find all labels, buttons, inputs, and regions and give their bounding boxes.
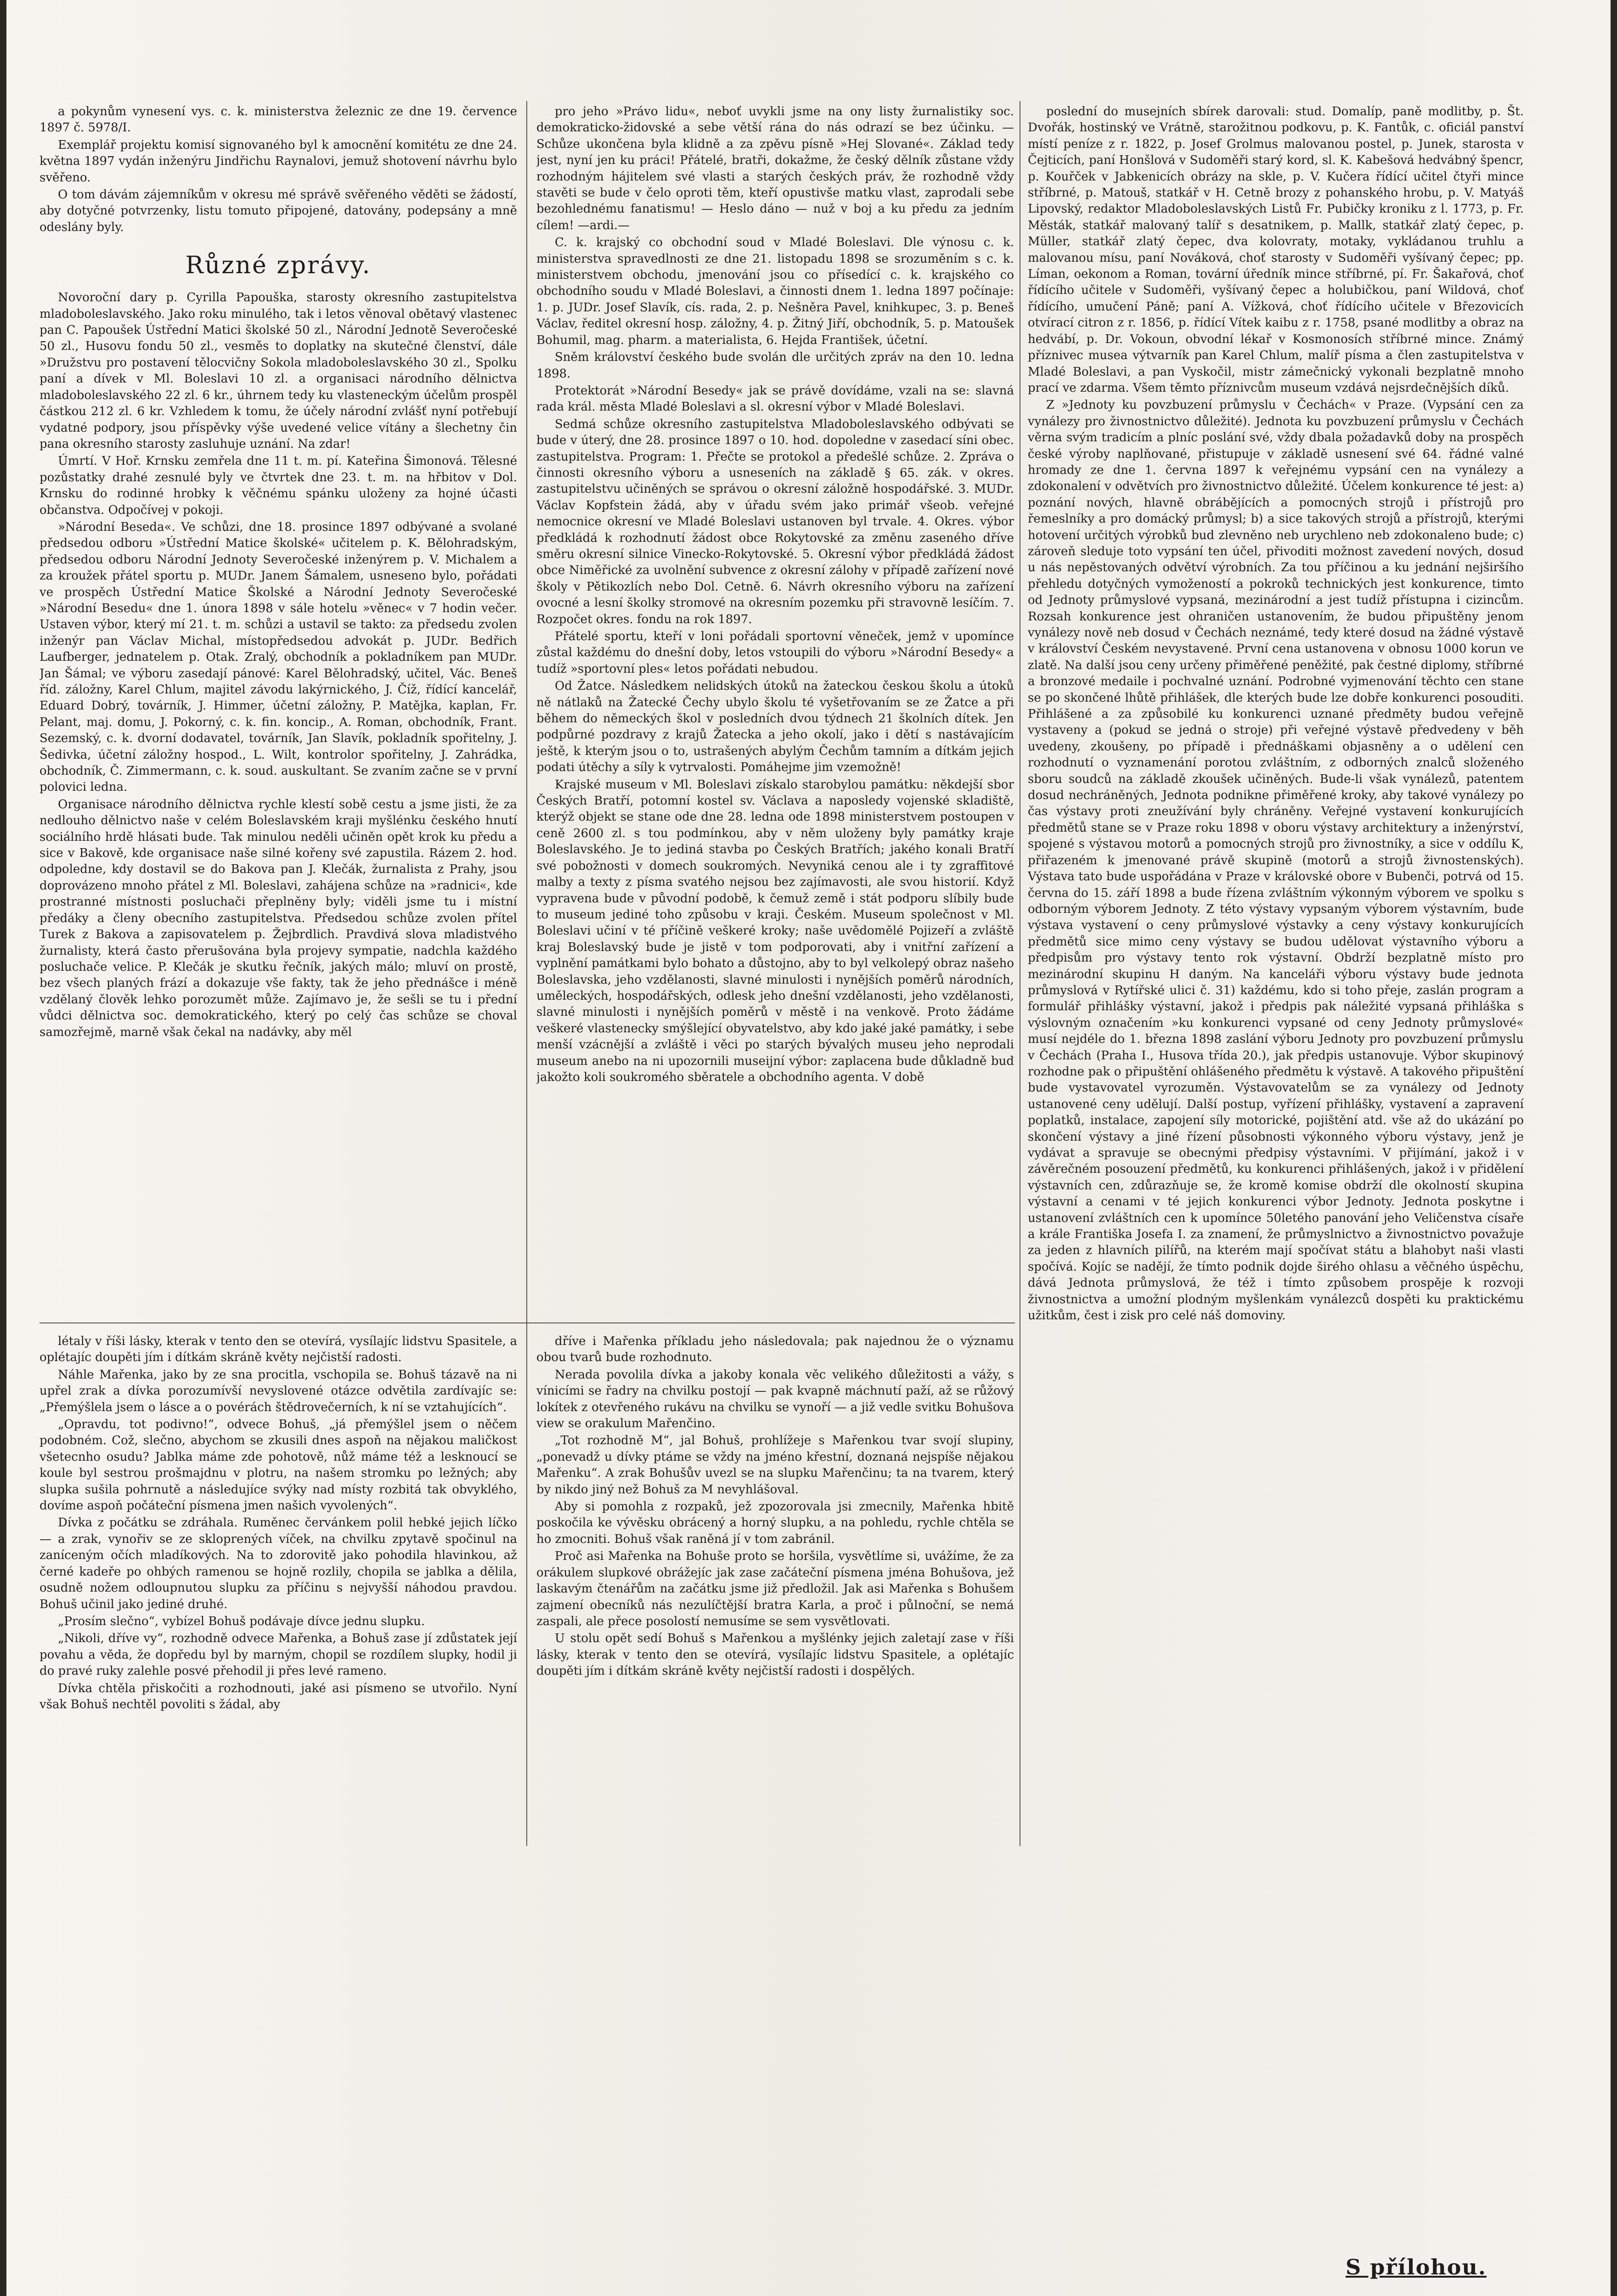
paragraph: „Prosím slečno“, vybízel Bohuš podávaje dívce jednu slupku. [58,1614,425,1628]
paragraph: Sněm království českého bude svolán dle určitých zpráv na den 10. ledna 1898. [536,350,1014,381]
paragraph: U stolu opět sedí Bohuš s Mařenkou a myšlénky jejich zaletají zase v říši lásky, kterak v tento den se otevírá, vysílajíc lidstvu Spasitele, a oplétajíc doupěti jím i dítkám skráně květy nejčistší radosti i dospělých. [536,1632,1014,1678]
paragraph: Sedmá schůze okresního zastupitelstva Mladoboleslavského odbývati se bude v úterý, dne 28. prosince 1897 o 10. hod. dopoledne v zasedací síni obec. zastupitelstva. Program: 1. Přečte se protokol a předešlé schůze. 2. Zpráva o činnosti okresního výboru a usneseních na základě § 65. zák. v okres. zastupitelstvu učiněných se správou o okresní záložně hospodářské. 3. MUDr. Václav Kopfstein žádá, aby v úřadu svém jako primář všeob. veřejné nemocnice okresní ve Mladé Boleslavi ustanoven byl trvale. 4. Okres. výbor předkládá k rozhodnutí žádost obce Rokytovské za změnu zaseného dříve směru okresní silnice Vinecko-Rokytovské. 5. Okresní výbor předkládá žádost obce Niměřické za uvolnění subvence z okresní zálohy v případě zařízení nové školy v Pětikozlích nebo Dol. Cetně. 6. Návrh okresního výboru na zařízení ovocné a lesní školky stromové na okresním pozemku při stravovně lesíčím. 7. Rozpočet okres. fondu na rok 1897. [536,417,1014,626]
paragraph: pro jeho »Právo lidu«, neboť uvykli jsme na ony listy žurnalistiky soc. demokraticko-židovské a sebe větší rána do nás odrazí se bez účinku. — Schůze ukončena byla klidně a za zpěvu písně »Hej Slované«. Základ tedy jest, nyní jen ku práci! Přátelé, bratři, dokažme, že český dělník zůstane vždy rozhodným hájitelem své vlasti a starých českých práv, že rozhodně vždy stavěti se bude v čelo oproti těm, kteří opustivše matku vlast, zaprodali sebe bezohlednému fanatismu! — Heslo dáno — nuž v boj a ku předu za jedním cílem! —ardi.— [536,105,1014,232]
paragraph: Nerada povolila dívka a jakoby konala věc velikého důležitosti a vážy, s vínicími se řadry na chvilku postojí — pak kvapně máchnutí paží, až se růžový lokítek z otevřeného rukávu na chvilku se vynoří — a již vedle svitku Bohušova view se orakulum Mařenčino. [536,1367,1014,1431]
paragraph: Úmrtí. V Hoř. Krnsku zemřela dne 11 t. m. pí. Kateřina Šimonová. Tělesné pozůstatky drahé zesnulé byly ve čtvrtek dne 23. t. m. na hřbitov v Dol. Krnsku do rodinné hrobky k věčnému spánku uloženy za hojné účasti občanstva. Odpočívej v pokoji. [39,454,517,517]
feuilleton-column-2 [536,1334,1014,1839]
paragraph: Z »Jednoty ku povzbuzení průmyslu v Čechách« v Praze. (Vypsání cen za vynálezy pro živnostnictvo důležité). Jednota ku povzbuzení průmyslu v Čechách věrna svým tradicím a plníc poslání své, vždy dbala požadavků doby na prospěch české výroby naplňované, přistupuje v základě usnesení své 64. řádné valné hromady ze dne 1. června 1897 k veřejnému vypsání cen na vynálezy a zdokonalení v odvětvích pro živnostnictvo důležité. Účelem konkurence té jest: a) poznání nových, hlavně obrábějících a pomocných strojů i přístrojů pro řemeslníky a pro domácký průmysl; b) a sice takových strojů a přístrojů, kterými hotovení určitých výrobků bud zlevněno neb urychleno neb zdokonaleno bude; c) zároveň sleduje toto vypsání ten účel, přivoditi možnost zavedení nových, dosud u nás nepěstovaných odvětví výrobních. Za tou příčinou a ku jednání nejširšího přehledu dotyčných vymožeností a pokroků technických jest konkurence, timto od Jednoty průmyslové vypsaná, mezinárodní a jest tudíž přístupna i cizincům. Rozsah konkurence jest ohraničen ustanovením, že budou připuštěny jenom vynálezy nově neb dosud v Čechách neznámé, tedy které dosud na žádné výstavě v království Českém nevystavené. První cena ustanovena v obnosu 1000 korun ve zlatě. Na další jsou ceny určeny přiměřené peněžité, pak čestné diplomy, stříbrné a bronzové medaile i pochvalné uznání. Podrobné vyjmenování těchto cen stane se po skončené lhůtě přihlášek, dle kterých bude lze dobře konkurenci posouditi. Přihlášené a za způsobilé ku konkurenci uznané předměty budou veřejně vystaveny a (pokud se jedná o stroje) při veřejné výstavě předvedeny v běh uvedeny, zkoušeny, po případě i přednáškami objasněny a o udělení cen rozhodnutí o vyznamenání porotou zvláštním, z odborných znalců složeného sboru soudců na základě zkoušek učiněných. Bude-li však vynálezů, patentem dosud nechráněných, Jednota podnikne přiměřené kroky, aby takové vynálezy po čas výstavy proti zneužívání byly chráněny. Veřejné vystavení konkurujících předmětů stane se v Praze roku 1898 v oboru výstavy architektury a inženýrství, spojené s výstavou motorů a pomocných strojů pro živnostníky, a sice v oddílu K, přiřazeném k jmenované právě skupině (motorů a strojů živnostenských). Výstava tato bude uspořádána v Praze v královské obore v Bubenči, potrvá od 15. června do 15. září 1898 a bude řízena zvláštním výkonným výborem ve spolku s odborným výborem Jednoty. Z této výstavy vypsaným výborem výstavním, bude výstava vystavení o ceny průmyslové výstavky a ceny výstavy konkurujících předmětů sice mimo ceny výstavy se budou udělovat výstavního výboru a předpisům pro výstavy tento rok výstavní. Obdrží bezplatně místo pro mezinárodní skupinu H daným. Na kanceláři výboru výstavy bude jednota průmyslová v Rytířské ulici č. 31) každému, kdo si toho přeje, zaslán program a formulář přihlášky výstavní, jakož i předpis pak náležité vypsaná přihláška s výslovným označením »ku konkurenci vypsané od ceny Jednoty průmyslové« musí nejdéle do 1. března 1898 zaslání výboru Jednoty pro povzbuzení průmyslu v Čechách (Praha I., Husova třída 20.), jak předpis ustanovuje. Výbor skupinový rozhodne pak o připuštění ohlášeného předmětu k výstavě. A takového připuštění bude vystavovatel vyrozuměn. Výstavovatelům se za vynálezy od Jednoty ustanovené ceny udělují. Další postup, vyřízení přihlášky, vystavení a zapravení poplatků, instalace, zapojení síly motorické, pojištění atd. vše až do ukázání po skončení výstavy a jiné řízení působnosti výkonného výboru výstavy, jenž je vydávat a spravuje se obecnými předpisy výstavními. V přijímání, jakož i v závěrečném posouzení předmětů, ku konkurenci přihlášených, jakož i v přidělení výstavních cen, zdůrazňuje se, že kromě komise obdrží dle okolností skupina výstavní a cenami v té jejich konkurenci výbor Jednoty. Jednota poskytne i ustanovení zvláštních cen k upomínce 50letého panování jeho Veličenstva císaře a krále Františka Josefa I. za znamení, že průmyslnictvo a živnostnictvo považuje za jeden z hlavních pilířů, na kterém mají spočívat státu a blahobyt naši vlasti spočívá. Kojíc se nadějí, že tímto podnik dojde širého ohlasu a věčného úspěchu, dává Jednota průmyslová, že též i tímto způsobem prospěje k rozvoji živnostnictva a umožní plodným myšlenkám vynálezců dospěti ku praktickému užitkům, čest i zisk pro celé náš domoviny. [1028,398,1524,1323]
paragraph: a pokynům vynesení vys. c. k. ministerstva železnic ze dne 19. července 1897 č. 5978/I. [39,105,517,135]
column-1 [39,104,517,1298]
column-3 [1028,104,1524,1849]
paragraph: „Opravdu, tot podivno!“, odvece Bohuš, „já přemýšlel jsem o něčem podobném. Což, slečno, abychom se zkusili dnes aspoň na nějakou maličkost všetecnho osudu? Jablka máme zde pohotově, nůž máme též a lesknoucí se koule byl sestrou prošmajdnu v plotru, na našem stromku po ležných; aby slupka sušila pohrnutě a následujíce svýky nad místy rozbitá tak obvyklého, dovíme aspoň počáteční písmena jmen našich vyvolených“. [39,1418,517,1513]
paragraph: Dívka z počátku se zdráhala. Ruměnec červánkem polil hebké jejich líčko — a zrak, vynořiv se ze skloprených víček, na chvilku zpytavě spočinul na zaníceným očích mladíkových. Na to zdorovitě jako pohodila hlavinkou, až černé kadeře po ohbých ramenou se hojně rozlily, chopila se jablka a dělila, osudně nožem odloupnutou slupku za příčinu s nejvyšší náhodou pravdou. Bohuš učinil jako jediné druhé. [39,1516,517,1611]
paragraph: Dívka chtěla přiskočiti a rozhodnouti, jaké asi písmeno se utvořilo. Nyní však Bohuš nechtěl povoliti s žádal, aby [39,1681,517,1711]
supplement-note: S přílohou. [1346,2255,1487,2279]
feuilleton-rule [39,1322,1015,1323]
paragraph: Od Žatce. Následkem nelidských útoků na žateckou českou školu a útoků ně nátlaků na Žatecké Čechy ubylo školu té vyšetřovaním se ze Žatce a při během do německých škol v posledních dvou týdnech 21 školních dítek. Jen podpůrné pozdravy z krajů Žatecka a jeho okolí, jako i dětí s nastávajícím ještě, k kterým jsou o to, ustrašených abylým Čechům tamním a dítkám jejich podati útěchy a síly k vytrvalosti. Pomáhejme jim vzemožně! [536,679,1014,775]
paragraph: „Tot rozhodně M“, jal Bohuš, prohlížeje s Mařenkou tvar svojí slupiny, „ponevadž u dívky ptáme se vždy na jméno křestní, doznaná nejspíše nějakou Mařenku“. A zrak Bohušův uvezl se na slupku Mařenčinu; ta na tvarem, který by nikdo jiný než Bohuš za M nevyhlášoval. [536,1434,1014,1497]
paragraph: Krajské museum v Ml. Boleslavi získalo starobylou památku: někdejší sbor Českých Bratří, potomní kostel sv. Václava a naposledy vojenské skladiště, kterýž objekt se stane ode dne 28. ledna ode 1898 ministerstvem postoupen v ceně 2600 zl. s tou podmínkou, aby v něm uloženy byly památky kraje Boleslavského. Je to jediná stavba po Českých Bratřích; jakého konali Bratří své pobožnosti v domech soukromých. Nevyniká cenou ale i ty zgraffitové malby a texty z písma svatého nejsou bez zajímavosti, ale svou historií. Když vypravena bude v původní podobě, k čemuž země i stát podporu slíbily bude to museum jediné toho způsobu v kraji. Českém. Museum společnost v Ml. Boleslavi učiní v té příčině veškeré kroky; naše uvědomělé Pojizeří a zvláště kraj Boleslavský bude je jistě v tom podporovati, aby i vnitřní zařízení a vyplnění památkami bylo bohato a důstojno, aby to byl velkolepý obraz našeho Boleslavska, jeho vzdělanosti, slavné minulosti i nynějších poměrů národních, uměleckých, hospodářských, odlesk jeho dnešní vzdělanosti, jeho vzdělanosti, slavné minulosti i nynějších poměrů v městě i na venkově. Proto žádáme veškeré vlastenecky smýšlející obyvatelstvo, aby kdo jaké jaké památky, i sebe menší vzácnější a zvláště i věci po starých bývalých museu jeho neprodali museum anebo na ni upozornili museijní výbor: zaplacena bude důkladně buď jakožto koli soukromého sběratele a obchodního agenta. V době [536,777,1014,1084]
column-2 [536,104,1014,1298]
paragraph: Aby si pomohla z rozpaků, jež zpozorovala jsi zmecnily, Mařenka hbitě poskočila ke vývěsku obrácený a horný slupku, a na pohledu, rychle chtěla se ho zmocniti. Bohuš však raněná jí v tom zabránil. [536,1500,1014,1546]
section-heading: Různé zprávy. [185,252,372,280]
paragraph: Proč asi Mařenka na Bohuše proto se horšila, vysvětlíme si, uvážíme, že za orákulem slupkové obrážejíc jak zase začáteční písmena jména Bohušova, jež laskavým čtenářům na začátku jsme již předložil. Jak asi Mařenka s Bohušem zajmení obecníků nás nezulíčtější bratra Karla, a proč i půlnoční, se nemá zaspali, ale přece posolostí nemusíme se sem vysvětlovati. [536,1549,1014,1628]
paragraph: »Národní Beseda«. Ve schůzi, dne 18. prosince 1897 odbývané a svolané předsedou odboru »Ústřední Matice školské« učitelem p. K. Bělohradským, předsedou odboru Národní Jednoty Severočeské inženýrem p. V. Michalem a za kroužek přátel sportu p. MUDr. Janem Šámalem, usneseno bylo, pořádati ve prospěch Ústřední Matice Školské a Národní Jednoty Severočeské »Národní Besedu« dne 1. února 1898 v sále hotelu »věnec« v 7 hodin večer. Ustaven výbor, který mí 21. t. m. schůzi a ustavil se takto: za předsedu zvolen inženýr pan Václav Michal, místopředsedou advokát p. JUDr. Bedřich Laufberger, jednatelem p. Otak. Zralý, obchodník a pokladníkem pan MUDr. Jan Šámal; ve výboru zasedají pánové: Karel Bělohradský, učitel, Vác. Beneš říd. záložny, Karel Chlum, majitel závodu lakýrnického, J. Číž, řídící kancelář, Eduard Dobrý, továrník, J. Himmer, účetní záložny, P. Matějka, kaplan, Fr. Pelant, maj. domu, J. Pokorný, c. k. fin. koncip., A. Roman, obchodník, Frant. Sezemský, c. k. dvorní dodavatel, továrník, Jan Slavík, pokladník spořitelny, J. Šedivka, účetní záložny hospod., L. Wilt, kontrolor spořitelny, J. Zahrádka, obchodník, Č. Zimmermann, c. k. soud. auskultant. Se zvaním začne se v první polovici ledna. [39,520,517,794]
paragraph: Exemplář projektu komisí signovaného byl k amocnění komitétu ze dne 24. května 1897 vydán inženýru Jindřichu Raynalovi, jemuž shotovení návrhu bylo svěřeno. [39,138,517,185]
paragraph: Organisace národního dělnictva rychle klestí sobě cestu a jsme jisti, že za nedlouho dělnictvo naše v celém Boleslavském kraji myšlénku českého hnutí sociálního hrdě hlásati bude. Tak minulou neděli učiněn opět krok ku předu a sice v Bakově, kde organisace naše silné kořeny své zapustila. Rázem 2. hod. odpoledne, kdy dostavil se do Bakova pan J. Klečák, žurnalista z Prahy, jsou doprovázeno mnoho přátel z Ml. Boleslavi, zahájena schůze na »radnici«, kde prostranné místnosti posluchači přeplněny byly; viděli jsme tu i místní předáky a členy obecního zastupitelstva. Předsedou schůze zvolen přítel Turek z Bakova a zapisovatelem p. Žejbrdlich. Pravdivá slova mladistvého žurnalisty, která často přerušována byla projevy sympatie, nadchla každého posluchače velice. P. Klečák je skutku řečník, jakých málo; mluví on prostě, bez všech planých frází a dokazuje vše fakty, tak že jeho přednášce i méně vzdělaný člověk lehko porozumět může. Zajímavo je, že sešli se tu i přední vůdci dělnictva soc. demokratického, který po celý čas schůze se choval samozřejmě, marně však čekal na nadávky, aby měl [39,797,517,1039]
column-rule [526,101,527,1846]
scan-edge-left [0,0,6,2296]
paragraph: poslední do musejních sbírek darovali: stud. Domalíp, paně modlitby, p. Št. Dvořák, hostinský ve Vrátně, starožitnou podkovu, p. K. Fantůk, c. oficiál panství místí peníze z r. 1822, p. Josef Grolmus malovanou postel, p. Junek, starosta v Čejticích, paní Honšlová v Sudoměři starý kord, sl. K. Kabešová hedvábný špencr, p. Kouřček v Jabkenicích obrázy na skle, p. V. Kučera řídící učitel čtyři mince stříbrné, p. Matouš, statkář v H. Cetně brozy z pohanského hrobu, p. V. Matyáš Lipovský, redaktor Mladoboleslavských Listů Fr. Pubičky kroniku z l. 1773, p. Fr. Městák, statkář malovaný talíř s desatnikem, p. Mallk, statkář zlatý čepec, p. Müller, statkář zlatý čepec, dva kolovraty, motaky, vykládanou truhlu a malovanou mísu, paní Nováková, choť starosty v Sudoměři vyšívaný čepec; pp. Líman, oekonom a Roman, tovární úředník mince stříbrné, pí. Fr. Šakařová, choť řídícího učitele v Sudoměři, vyšívaný čepec a holubičkou, paní Wildová, choť řídícího, umučení Páně; paní A. Vížková, choť řídícího učitele v Březovicích otvírací citron z r. 1856, p. řídící Vítek kaibu z r. 1758, psané modlitby a obraz na hedvábí, p. Dr. Vokoun, obvodní lékař v Kosmonosích stříbrné mince. Známý příznivec musea výtvarník pan Karel Chlum, malíř písma a člen zastupitelstva v Mladé Boleslavi, a pan Vyskočil, mistr zámečnický vykonali bezplatně mnoho prací ve zdarma. Všem těmto příznivcům museum vzdává nejsrdečnějších díků. [1028,105,1524,395]
paragraph: „Nikoli, dříve vy“, rozhodně odvece Mařenka, a Bohuš zase jí zdůstatek její povahu a věda, že dopředu byl by marným, chopil se rozdílem slupky, hodil ji do pravé ruky zalehle posvé přehodil ji přes levé rameno. [39,1632,517,1678]
paragraph: Náhle Mařenka, jako by ze sna procitla, vschopila se. Bohuš tázavě na ni upřel zrak a dívka porozumívší nevyslovené otázce odvětila zardívajíc se: „Přemýšlela jsem o lásce a o povérách štědrovečerních, k ní se vztahujících“. [39,1367,517,1414]
paragraph: dříve i Mařenka příkladu jeho následovala; pak najednou že o významu obou tvarů bude rozhodnuto. [536,1334,1014,1365]
paragraph: Novoroční dary p. Cyrilla Papouška, starosty okresního zastupitelstva mladoboleslavského. Jako roku minulého, tak i letos věnoval obětavý vlastenec pan C. Papoušek Ústřední Matici školské 50 zl., Národní Jednotě Severočeské 50 zl., Husovu fondu 50 zl., vesměs to doplatky na skutečné členství, dále »Družstvu pro postavení tělocvičny Sokola mladoboleslavského 30 zl., Spolku paní a dívek v Ml. Boleslavi 10 zl. a organisaci národního dělnictva mladoboleslavského 22 zl. 6 kr., úhrnem tedy ku vlasteneckým účelům prospěl částkou 212 zl. 6 kr. Vzhledem k tomu, že účely národní zvlášť nyní potřebují vydatné podpory, jsou příspěvky výše uvedené velice vítány a šlechetny čin pana okresního starosty zasluhuje uznání. Na zdar! [39,291,517,451]
paragraph: létaly v říši lásky, kterak v tento den se otevírá, vysílajíc lidstvu Spasitele, a oplétajíc doupěti jím i dítkám skráně květy nejčistší radosti. [39,1334,517,1365]
paragraph: O tom dávám zájemníkům v okresu mé správě svěřeného věděti se žádostí, aby dotyčné potvrzenky, listu tomuto připojené, datovány, podepsány a mně odeslány byly. [39,188,517,234]
scan-edge-right [1611,0,1617,2296]
paragraph: C. k. krajský co obchodní soud v Mladé Boleslavi. Dle výnosu c. k. ministerstva spravedlnosti ze dne 21. listopadu 1898 se srozuměním s c. k. ministerstvem obchodu, jmenování jsou co přísedící c. k. krajského co obchodního soudu v Mladé Boleslavi, a činnosti dnem 1. ledna 1897 počínaje: 1. p. JUDr. Josef Slavík, cís. rada, 2. p. Nešněra Pavel, knihkupec, 3. p. Beneš Václav, ředitel okresní hosp. záložny, 4. p. Žitný Jiří, obchodník, 5. p. Matoušek Bohumil, mag. pharm. a materialista, 6. Hejda František, účetní. [536,236,1014,347]
paragraph: Protektorát »Národní Besedy« jak se právě dovídáme, vzali na se: slavná rada král. města Mladé Boleslavi a sl. okresní výbor v Mladé Boleslavi. [536,383,1014,414]
paragraph: Přátelé sportu, kteří v loni pořádali sportovní věneček, jemž v upomínce zůstal každému do dnešní doby, letos vstoupili do výboru »Národní Besedy« a tudíž »sportovní ples« letos pořádati nebudou. [536,630,1014,676]
feuilleton-column-1 [39,1334,517,1839]
